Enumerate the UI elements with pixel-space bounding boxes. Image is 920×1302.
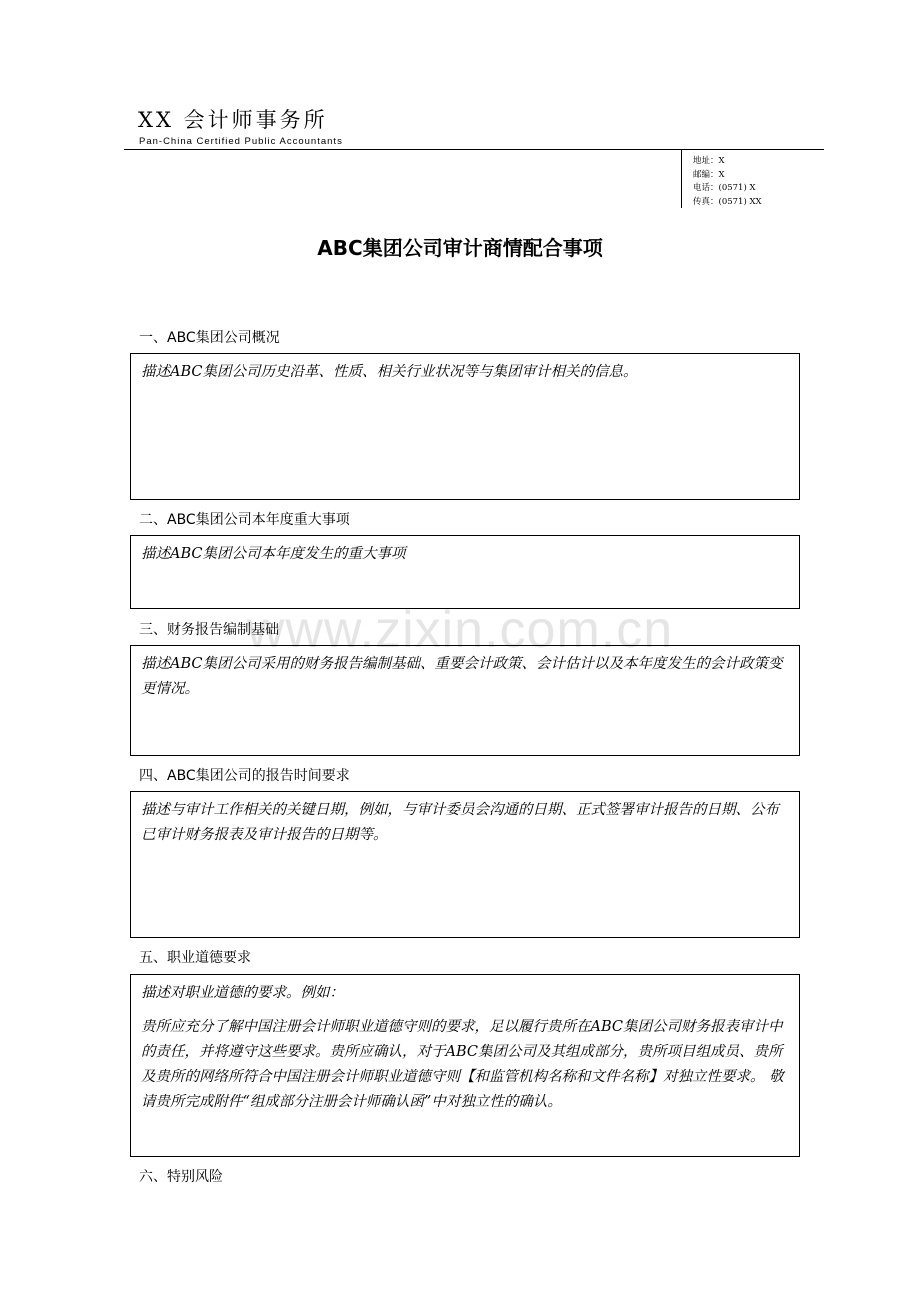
section-text: 描述ABC集团公司历史沿革、性质、相关行业状况等与集团审计相关的信息。 (141, 364, 638, 380)
section-heading-special-risks: 六、特别风险 (139, 1169, 223, 1185)
document-title: ABC集团公司审计商情配合事项 (317, 236, 603, 260)
contact-phone: 电话：(0571) X (693, 183, 756, 193)
contact-fax: 传真：(0571) XX (693, 196, 762, 207)
firm-name-english: Pan-China Certified Public Accountants (139, 136, 343, 147)
section-text: 描述ABC集团公司本年度发生的重大事项 (141, 546, 406, 562)
contact-postcode: 邮编：X (693, 169, 725, 180)
section-text: 贵所应充分了解中国注册会计师职业道德守则的要求，足以履行贵所在ABC集团公司财务报表审计中的责任，并将遵守这些要求。贵所应确认，对于ABC集团公司及其组成部分，贵所项目组成员、贵所及贵所的网络所符合中国注册会计师职业道德守则【和监管机构名称和文件名称】对独立性要求。 敬请贵所完成附件“组成部分注册会计师确认函”中对独立性的确认。 (141, 1019, 784, 1110)
firm-name: XX 会计师事务所 (138, 108, 328, 132)
section-heading-reporting-timeline: 四、ABC集团公司的报告时间要求 (139, 768, 350, 784)
section-box-reporting-basis (130, 645, 800, 756)
section-box-ethics (130, 974, 800, 1157)
section-box-overview (130, 353, 800, 500)
section-heading-ethics: 五、职业道德要求 (139, 950, 251, 966)
section-heading-reporting-basis: 三、财务报告编制基础 (139, 622, 279, 638)
section-text: 描述对职业道德的要求。例如： (141, 985, 344, 1001)
section-text: 描述与审计工作相关的关键日期，例如，与审计委员会沟通的日期、正式签署审计报告的日期、公布已审计财务报表及审计报告的日期等。 (141, 802, 779, 843)
section-heading-overview: 一、ABC集团公司概况 (139, 330, 280, 346)
section-heading-major-events: 二、ABC集团公司本年度重大事项 (139, 512, 350, 528)
contact-address: 地址：X (693, 156, 725, 166)
section-box-reporting-timeline (130, 791, 800, 938)
section-box-major-events (130, 535, 800, 609)
section-text: 描述ABC集团公司采用的财务报告编制基础、重要会计政策、会计估计以及本年度发生的会计政策变更情况。 (141, 656, 783, 697)
watermark: www.zixin.com.cn (246, 601, 674, 659)
contact-box (681, 150, 811, 208)
